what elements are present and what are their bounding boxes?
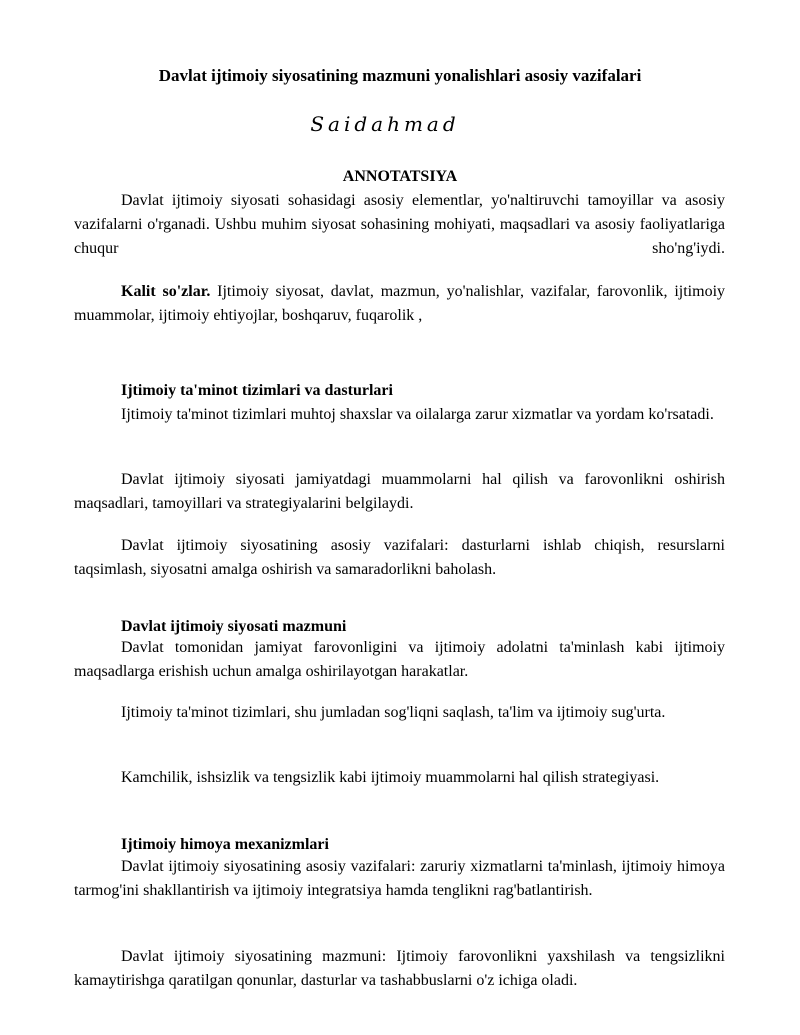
annotation-heading: ANNOTATSIYA [342,168,458,185]
section-heading: Ijtimoiy ta'minot tizimlari va dasturlari [121,382,393,399]
section-paragraph: Ijtimoiy ta'minot tizimlari muhtoj shaxslar va oilalarga zarur xizmatlar va yordam ko'rsatadi. [121,406,714,423]
keywords-text: Ijtimoiy siyosat, davlat, mazmun, yo'nalishlar, vazifalar, farovonlik, ijtimoiy muammolar, ijtimoiy ehtiyojlar, boshqaruv, fuqarolik , [74,283,726,324]
section-paragraph: Davlat ijtimoiy siyosatining asosiy vazifalari: zaruriy xizmatlarni ta'minlash, ijtimoiy himoya tarmog'ini shakllantirish va ijtimoiy integratsiya hamda tenglikni rag'batlantirish. [74,858,725,899]
annotation-text: Davlat ijtimoiy siyosati sohasidagi asosiy elementlar, yo'naltiruvchi tamoyillar va asosiy vazifalarni o'rganadi. Ushbu muhim siyosat sohasining mohiyati, maqsadlari va asosiy faoliyatlariga chuqur sho'ng'iydi. [74,192,725,257]
section-paragraph: Davlat ijtimoiy siyosati jamiyatdagi muammolarni hal qilish va farovonlikni oshirish maqsadlari, tamoyillari va strategiyalarini belgilaydi. [74,471,725,512]
section-heading: Davlat ijtimoiy siyosati mazmuni [121,618,347,635]
section-paragraph: Davlat ijtimoiy siyosatining mazmuni: Ijtimoiy farovonlikni yaxshilash va tengsizlikni kamaytirishga qaratilgan qonunlar, dasturlar va tashabbuslarni o'z ichiga oladi. [74,948,725,989]
section-paragraph: Ijtimoiy ta'minot tizimlari, shu jumladan sog'liqni saqlash, ta'lim va ijtimoiy sug'urta. [121,704,666,721]
section-paragraph: Davlat ijtimoiy siyosatining asosiy vazifalari: dasturlarni ishlab chiqish, resurslarni taqsimlash, siyosatni amalga oshirish va samaradorlikni baholash. [74,537,725,578]
section-paragraph: Kamchilik, ishsizlik va tengsizlik kabi ijtimoiy muammolarni hal qilish strategiyasi. [121,769,660,786]
author-name: Saidahmad [310,112,460,136]
document-title: Davlat ijtimoiy siyosatining mazmuni yonalishlari asosiy vazifalari [158,66,642,85]
keywords-label: Kalit so'zlar. [121,283,211,300]
keywords-paragraph [74,280,725,328]
section-heading: Ijtimoiy himoya mexanizmlari [121,836,329,853]
section-paragraph: Davlat tomonidan jamiyat farovonligini va ijtimoiy adolatni ta'minlash kabi ijtimoiy maqsadlarga erishish uchun amalga oshirilayotgan harakatlar. [74,639,725,680]
